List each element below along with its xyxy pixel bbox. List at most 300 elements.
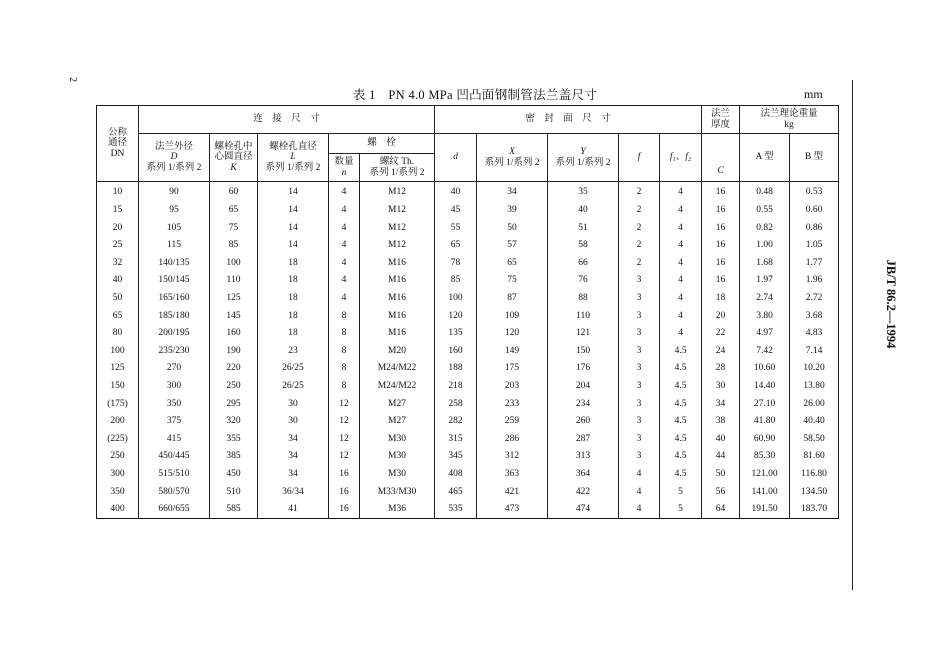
standard-code: JB/T 86.2—1994 [884, 259, 898, 349]
table-cell: 0.82 [740, 219, 790, 237]
table-cell: 4.5 [660, 342, 702, 360]
table-cell: 3 [619, 290, 660, 308]
table-row [97, 342, 839, 360]
table-cell: 20 [702, 307, 740, 325]
table-cell: 150/145 [139, 272, 210, 290]
table-cell: M12 [360, 219, 435, 237]
table-cell: M12 [360, 182, 435, 202]
table-cell: 250 [97, 448, 139, 466]
table-cell: 200/195 [139, 325, 210, 343]
table-cell: 385 [210, 448, 258, 466]
table-cell: 234 [548, 395, 619, 413]
table-row [97, 237, 839, 255]
table-cell: 100 [210, 254, 258, 272]
table-cell: 18 [258, 290, 329, 308]
table-cell: 10.20 [790, 360, 839, 378]
table-cell: 2.72 [790, 290, 839, 308]
table-cell: 7.42 [740, 342, 790, 360]
table-cell: 660/655 [139, 501, 210, 519]
table-cell: 120 [477, 325, 548, 343]
table-cell: 34 [258, 466, 329, 484]
table-cell: 175 [477, 360, 548, 378]
table-row [97, 219, 839, 237]
table-cell: 350 [97, 483, 139, 501]
table-cell: M24/M22 [360, 360, 435, 378]
table-row [97, 483, 839, 501]
table-cell: 4.5 [660, 430, 702, 448]
table-cell: 30 [702, 378, 740, 396]
table-cell: 3.68 [790, 307, 839, 325]
table-cell: 16 [329, 501, 360, 519]
table-title: 表 1 PN 4.0 MPa 凹凸面钢制管法兰盖尺寸 [352, 88, 598, 102]
table-cell: 56 [702, 483, 740, 501]
table-cell: 30 [258, 413, 329, 431]
table-cell: 140/135 [139, 254, 210, 272]
table-cell: M24/M22 [360, 378, 435, 396]
table-cell: 58 [548, 237, 619, 255]
table-cell: M12 [360, 237, 435, 255]
table-row [97, 307, 839, 325]
table-cell: 41 [258, 501, 329, 519]
table-cell: 39 [477, 202, 548, 220]
table-cell: 57 [477, 237, 548, 255]
table-cell: 3 [619, 272, 660, 290]
table-cell: 34 [477, 182, 548, 202]
table-cell: 345 [435, 448, 477, 466]
table-cell: M16 [360, 254, 435, 272]
table-cell: 203 [477, 378, 548, 396]
table-cell: 12 [329, 448, 360, 466]
table-cell: 110 [210, 272, 258, 290]
table-cell: 350 [139, 395, 210, 413]
table-cell: 135 [435, 325, 477, 343]
table-row [97, 272, 839, 290]
table-cell: 1.96 [790, 272, 839, 290]
table-cell: 25 [97, 237, 139, 255]
table-cell: 220 [210, 360, 258, 378]
table-cell: 23 [258, 342, 329, 360]
table-cell: 535 [435, 501, 477, 519]
table-row [97, 395, 839, 413]
table-cell: 81.60 [790, 448, 839, 466]
table-cell: 150 [97, 378, 139, 396]
table-cell: 450/445 [139, 448, 210, 466]
table-cell: 4.83 [790, 325, 839, 343]
table-cell: 40 [702, 430, 740, 448]
table-cell: 0.53 [790, 182, 839, 202]
table-cell: 286 [477, 430, 548, 448]
table-cell: 4 [619, 501, 660, 519]
table-row [97, 254, 839, 272]
table-cell: 473 [477, 501, 548, 519]
header-connection-dimensions: 连 接 尺 寸 [139, 106, 435, 134]
table-cell: 465 [435, 483, 477, 501]
margin-rule [852, 80, 853, 590]
table-cell: 4 [329, 237, 360, 255]
table-cell: 190 [210, 342, 258, 360]
table-cell: 3 [619, 360, 660, 378]
table-cell: 50 [477, 219, 548, 237]
table-cell: 183.70 [790, 501, 839, 519]
header-y: Y 系列 1/系列 2 [548, 134, 619, 182]
table-cell: 116.80 [790, 466, 839, 484]
table-cell: 355 [210, 430, 258, 448]
table-cell: 0.60 [790, 202, 839, 220]
table-cell: 200 [97, 413, 139, 431]
table-cell: 165/160 [139, 290, 210, 308]
header-bolt-hole: 螺栓孔直径 L 系列 1/系列 2 [258, 134, 329, 182]
table-cell: 80 [97, 325, 139, 343]
table-cell: 1.00 [740, 237, 790, 255]
table-cell: 85 [435, 272, 477, 290]
table-cell: 85.30 [740, 448, 790, 466]
table-cell: 4 [660, 254, 702, 272]
table-cell: 150 [548, 342, 619, 360]
table-cell: 134.50 [790, 483, 839, 501]
table-cell: 8 [329, 378, 360, 396]
table-row [97, 378, 839, 396]
table-cell: 415 [139, 430, 210, 448]
table-cell: 5 [660, 483, 702, 501]
table-cell: 7.14 [790, 342, 839, 360]
table-cell: 18 [258, 272, 329, 290]
table-cell: 75 [210, 219, 258, 237]
table-cell: 85 [210, 237, 258, 255]
table-cell: 1.68 [740, 254, 790, 272]
table-cell: 44 [702, 448, 740, 466]
table-cell: 5 [660, 501, 702, 519]
table-cell: 4 [329, 254, 360, 272]
table-row [97, 448, 839, 466]
table-cell: 300 [97, 466, 139, 484]
table-cell: 120 [435, 307, 477, 325]
table-cell: 4 [329, 290, 360, 308]
table-cell: 18 [258, 325, 329, 343]
table-cell: 3 [619, 413, 660, 431]
table-cell: 2 [619, 202, 660, 220]
table-cell: 32 [97, 254, 139, 272]
table-cell: 204 [548, 378, 619, 396]
table-cell: 26/25 [258, 378, 329, 396]
table-cell: M12 [360, 202, 435, 220]
table-cell: 515/510 [139, 466, 210, 484]
table-cell: 295 [210, 395, 258, 413]
table-cell: 14 [258, 202, 329, 220]
table-cell: 16 [702, 219, 740, 237]
table-cell: 580/570 [139, 483, 210, 501]
table-cell: 24 [702, 342, 740, 360]
table-cell: 375 [139, 413, 210, 431]
table-cell: 312 [477, 448, 548, 466]
table-cell: 4 [660, 272, 702, 290]
table-cell: 3 [619, 448, 660, 466]
header-f1-f2: f₁、f₂ [660, 134, 702, 182]
header-thickness: 法兰 厚度 [702, 106, 740, 134]
table-cell: 1.97 [740, 272, 790, 290]
table-cell: 16 [329, 483, 360, 501]
table-cell: 364 [548, 466, 619, 484]
table-cell: 110 [548, 307, 619, 325]
table-cell: 4.97 [740, 325, 790, 343]
table-cell: M33/M30 [360, 483, 435, 501]
table-cell: M16 [360, 307, 435, 325]
table-cell: 2 [619, 219, 660, 237]
header-outer-diameter: 法兰外径 D 系列 1/系列 2 [139, 134, 210, 182]
table-cell: M27 [360, 413, 435, 431]
header-sealing-face-dimensions: 密 封 面 尺 寸 [435, 106, 702, 134]
table-cell: 408 [435, 466, 477, 484]
table-cell: 35 [548, 182, 619, 202]
table-cell: 16 [329, 466, 360, 484]
table-cell: 75 [477, 272, 548, 290]
table-cell: 20 [97, 219, 139, 237]
table-cell: 65 [477, 254, 548, 272]
table-cell: 450 [210, 466, 258, 484]
table-cell: 176 [548, 360, 619, 378]
table-cell: 4 [660, 202, 702, 220]
header-thread: 螺纹 Th. 系列 1/系列 2 [360, 154, 435, 182]
table-cell: 149 [477, 342, 548, 360]
table-cell: 12 [329, 413, 360, 431]
table-cell: 4.5 [660, 360, 702, 378]
table-cell: 40 [435, 182, 477, 202]
table-cell: M30 [360, 430, 435, 448]
table-cell: 258 [435, 395, 477, 413]
table-cell: 14 [258, 182, 329, 202]
table-cell: 3 [619, 325, 660, 343]
header-type-a: A 型 [740, 134, 790, 182]
table-cell: 30 [258, 395, 329, 413]
table-cell: 26.00 [790, 395, 839, 413]
table-cell: 105 [139, 219, 210, 237]
table-cell: 16 [702, 254, 740, 272]
table-cell: 233 [477, 395, 548, 413]
table-cell: 4 [619, 466, 660, 484]
table-cell: 16 [702, 272, 740, 290]
table-cell: 18 [702, 290, 740, 308]
table-cell: 55 [435, 219, 477, 237]
table-cell: M30 [360, 448, 435, 466]
table-cell: 510 [210, 483, 258, 501]
table-cell: 320 [210, 413, 258, 431]
table-cell: 3 [619, 430, 660, 448]
table-cell: 4.5 [660, 448, 702, 466]
table-cell: 3 [619, 395, 660, 413]
table-cell: 36/34 [258, 483, 329, 501]
table-cell: 3 [619, 342, 660, 360]
table-cell: 38 [702, 413, 740, 431]
table-body [97, 182, 839, 519]
header-theoretical-weight: 法兰理论重量 kg [740, 106, 839, 134]
table-cell: 121.00 [740, 466, 790, 484]
table-cell: 16 [702, 202, 740, 220]
table-cell: 65 [97, 307, 139, 325]
table-cell: 50 [97, 290, 139, 308]
table-cell: 27.10 [740, 395, 790, 413]
table-cell: 2 [619, 182, 660, 202]
header-type-b: B 型 [790, 134, 839, 182]
table-cell: 41.80 [740, 413, 790, 431]
table-cell: M16 [360, 325, 435, 343]
table-cell: 4 [329, 202, 360, 220]
table-row [97, 202, 839, 220]
table-cell: 2.74 [740, 290, 790, 308]
header-bolt-quantity: 数量 n [329, 154, 360, 182]
table-cell: 191.50 [740, 501, 790, 519]
table-cell: 250 [210, 378, 258, 396]
table-cell: 34 [258, 448, 329, 466]
table-cell: 12 [329, 430, 360, 448]
header-x: X 系列 1/系列 2 [477, 134, 548, 182]
table-cell: 100 [435, 290, 477, 308]
table-cell: 65 [210, 202, 258, 220]
table-cell: 4 [660, 307, 702, 325]
table-cell: 421 [477, 483, 548, 501]
table-cell: 12 [329, 395, 360, 413]
table-cell: 3.80 [740, 307, 790, 325]
table-cell: 315 [435, 430, 477, 448]
table-cell: 2 [619, 237, 660, 255]
table-cell: 1.05 [790, 237, 839, 255]
table-cell: 218 [435, 378, 477, 396]
table-cell: 14.40 [740, 378, 790, 396]
table-row [97, 430, 839, 448]
table-cell: 95 [139, 202, 210, 220]
table-cell: 18 [258, 254, 329, 272]
table-cell: 16 [702, 237, 740, 255]
table-cell: 8 [329, 325, 360, 343]
table-cell: 10 [97, 182, 139, 202]
table-cell: 8 [329, 342, 360, 360]
table-cell: 34 [702, 395, 740, 413]
table-cell: (225) [97, 430, 139, 448]
table-cell: 125 [210, 290, 258, 308]
table-cell: 64 [702, 501, 740, 519]
table-cell: 15 [97, 202, 139, 220]
table-cell: 115 [139, 237, 210, 255]
table-cell: 145 [210, 307, 258, 325]
table-cell: 4 [660, 290, 702, 308]
table-cell: 1.77 [790, 254, 839, 272]
table-cell: 78 [435, 254, 477, 272]
table-cell: 160 [210, 325, 258, 343]
header-f: f [619, 134, 660, 182]
table-cell: M36 [360, 501, 435, 519]
table-cell: 65 [435, 237, 477, 255]
table-cell: 100 [97, 342, 139, 360]
unit-label: mm [804, 87, 823, 101]
table-cell: 8 [329, 360, 360, 378]
table-cell: M27 [360, 395, 435, 413]
table-cell: 474 [548, 501, 619, 519]
table-cell: 313 [548, 448, 619, 466]
table-cell: 60.90 [740, 430, 790, 448]
table-cell: 160 [435, 342, 477, 360]
table-cell: 125 [97, 360, 139, 378]
table-cell: 4 [660, 182, 702, 202]
table-cell: 3 [619, 378, 660, 396]
table-row [97, 466, 839, 484]
table-row [97, 290, 839, 308]
table-cell: 400 [97, 501, 139, 519]
table-cell: 0.86 [790, 219, 839, 237]
table-cell: 2 [619, 254, 660, 272]
table-cell: 0.48 [740, 182, 790, 202]
header-c: C [702, 134, 740, 182]
table-cell: 40.40 [790, 413, 839, 431]
table-cell: 109 [477, 307, 548, 325]
table-cell: 282 [435, 413, 477, 431]
table-cell: 300 [139, 378, 210, 396]
table-cell: 260 [548, 413, 619, 431]
table-cell: 259 [477, 413, 548, 431]
table-cell: 66 [548, 254, 619, 272]
table-cell: 14 [258, 219, 329, 237]
table-cell: 4 [329, 272, 360, 290]
table-cell: 4.5 [660, 466, 702, 484]
table-cell: 10.60 [740, 360, 790, 378]
table-cell: 50 [702, 466, 740, 484]
table-cell: 0.55 [740, 202, 790, 220]
table-cell: 422 [548, 483, 619, 501]
table-row [97, 501, 839, 519]
table-cell: 60 [210, 182, 258, 202]
table-cell: M16 [360, 272, 435, 290]
table-cell: 34 [258, 430, 329, 448]
table-cell: 40 [548, 202, 619, 220]
table-cell: 121 [548, 325, 619, 343]
table-cell: 270 [139, 360, 210, 378]
table-cell: 4 [660, 325, 702, 343]
table-cell: 3 [619, 307, 660, 325]
table-cell: 14 [258, 237, 329, 255]
table-cell: 76 [548, 272, 619, 290]
header-bolt: 螺 栓 [329, 134, 435, 154]
table-cell: 4.5 [660, 413, 702, 431]
table-cell: M30 [360, 466, 435, 484]
table-cell: 4 [329, 219, 360, 237]
header-d: d [435, 134, 477, 182]
table-cell: 16 [702, 182, 740, 202]
table-cell: 185/180 [139, 307, 210, 325]
table-cell: 18 [258, 307, 329, 325]
table-cell: 88 [548, 290, 619, 308]
table-cell: 8 [329, 307, 360, 325]
table-cell: 4 [619, 483, 660, 501]
table-cell: 4 [660, 219, 702, 237]
table-cell: 45 [435, 202, 477, 220]
table-cell: 28 [702, 360, 740, 378]
page-number: 2 [67, 77, 78, 82]
table-cell: 4.5 [660, 378, 702, 396]
table-row [97, 413, 839, 431]
table-cell: 585 [210, 501, 258, 519]
table-cell: 13.80 [790, 378, 839, 396]
table-cell: 4.5 [660, 395, 702, 413]
table-cell: 287 [548, 430, 619, 448]
table-cell: 90 [139, 182, 210, 202]
header-dn: 公称 通径 DN [97, 106, 139, 182]
table-cell: 22 [702, 325, 740, 343]
table-row [97, 182, 839, 202]
flange-dimension-table [96, 105, 839, 519]
table-cell: 4 [660, 237, 702, 255]
table-cell: 51 [548, 219, 619, 237]
table-cell: (175) [97, 395, 139, 413]
header-bolt-circle: 螺栓孔中 心圆直径 K [210, 134, 258, 182]
table-cell: 188 [435, 360, 477, 378]
table-cell: 40 [97, 272, 139, 290]
